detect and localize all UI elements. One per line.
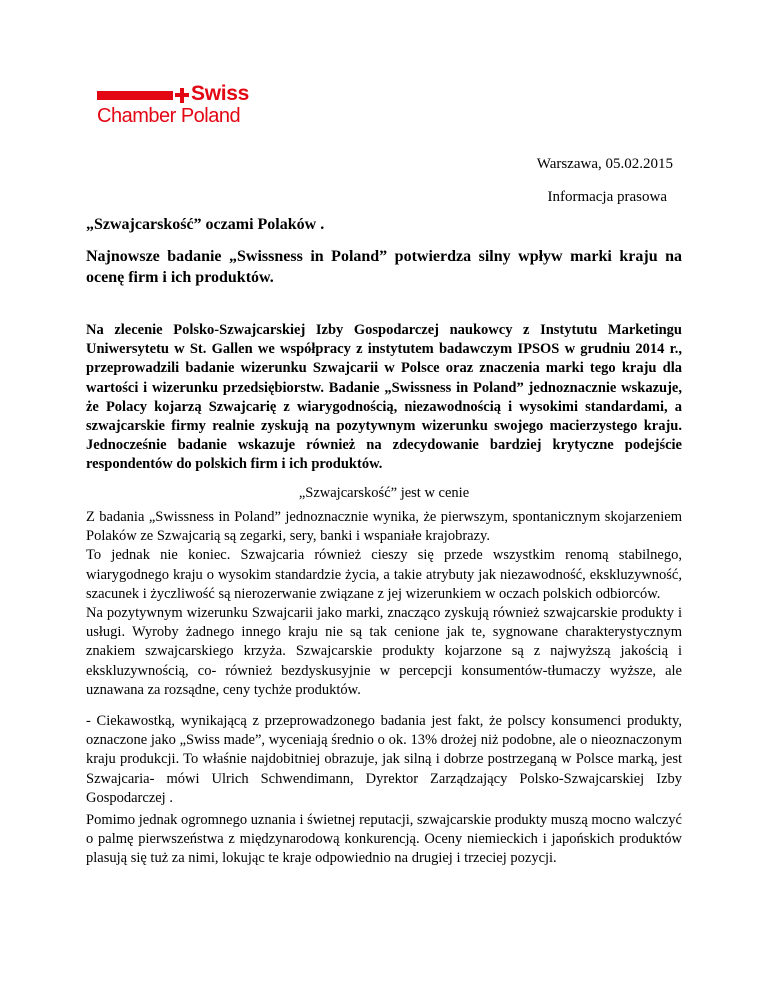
- body-paragraph-2: To jednak nie koniec. Szwajcaria również cieszy się przede wszystkim renomą stabilnego, wiarygodnego kraju o wysokim standardzie życia, a takie atrybuty jak niezawodność, ekskluzywność, szacunek i życzliwość są nierozerwanie związane z jej wizerunkiem w oczach polskich odbiorców.: [86, 547, 682, 602]
- page-subtitle: Najnowsze badanie „Swissness in Poland” potwierdza silny wpływ marki kraju na ocenę firm i ich produktów.: [86, 248, 682, 286]
- quote-paragraph: - Ciekawostką, wynikającą z przeprowadzonego badania jest fakt, że polscy konsumenci produkty, oznaczone jako „Swiss made”, wyceniają średnio o ok. 13% drożej niż podobne, ale o nieoznaczonym kraju produkcji. To właśnie najdobitniej obrazuje, jak silną i dobrze postrzeganą w Polsce marką, jest Szwajcaria- mówi Ulrich Schwendimann, Dyrektor Zarządzający Polsko-Szwajcarskiej Izby Gospodarczej .: [86, 713, 682, 806]
- document-date: Warszawa, 05.02.2015: [536, 156, 673, 172]
- logo-red-bar: [97, 91, 173, 100]
- lead-paragraph: Na zlecenie Polsko-Szwajcarskiej Izby Gospodarczej naukowcy z Instytutu Marketingu Uniwersytetu w St. Gallen we współpracy z instytutem badawczym IPSOS w grudniu 2014 r., przeprowadzili badanie wizerunku Szwajcarii w Polsce oraz znaczenia marki tego kraju dla wartości i wizerunku przedsiębiorstw. Badanie „Swissness in Poland” jednoznacznie wskazuje, że Polacy kojarzą Szwajcarię z wiarygodnością, niezawodnością i wysokimi standardami, a szwajcarskie firmy realnie zyskują na pozytywnym wizerunku swojego macierzystego kraju. Jednocześnie badanie wskazuje również na zdecydowanie bardziej krytyczne podejście respondentów do polskich firm i ich produktów.: [86, 322, 682, 473]
- logo-swiss-text: Swiss: [191, 82, 250, 105]
- document-type-label: Informacja prasowa: [547, 189, 667, 205]
- section-heading: „Szwajcarskość” jest w cenie: [298, 485, 470, 501]
- logo-top-row: [97, 82, 267, 105]
- body-paragraph-1: Z badania „Swissness in Poland” jednoznacznie wynika, że pierwszym, spontanicznym skojarzeniem Polaków ze Szwajcarią są zegarki, sery, banki i wspaniałe krajobrazy.: [86, 509, 682, 545]
- logo-chamber-poland-text: Chamber Poland: [97, 105, 241, 127]
- swiss-cross-icon: [175, 88, 189, 103]
- swiss-chamber-poland-logo: [97, 82, 267, 127]
- page-title: „Szwajcarskość” oczami Polaków .: [86, 216, 325, 233]
- final-paragraph: Pomimo jednak ogromnego uznania i świetnej reputacji, szwajcarskie produkty muszą mocno walczyć o palmę pierwszeństwa z międzynarodową konkurencją. Oceny niemieckich i japońskich produktów plasują się tuż za nimi, lokując te kraje odpowiednio na drugiej i trzeciej pozycji.: [86, 812, 682, 867]
- body-text: [86, 508, 682, 700]
- body-paragraph-3: Na pozytywnym wizerunku Szwajcarii jako marki, znacząco zyskują również szwajcarskie produkty i usługi. Wyroby żadnego innego kraju nie są tak cenione jak te, sygnowane charakterystycznym znakiem szwajcarskiego krzyża. Szwajcarskie produkty kojarzone są z najwyższą jakością i ekskluzywnością, co- również bezdyskusyjnie w percepcji konsumentów-tłumaczy wyższe, ale uznawana za rozsądne, ceny tychże produktów.: [86, 605, 682, 698]
